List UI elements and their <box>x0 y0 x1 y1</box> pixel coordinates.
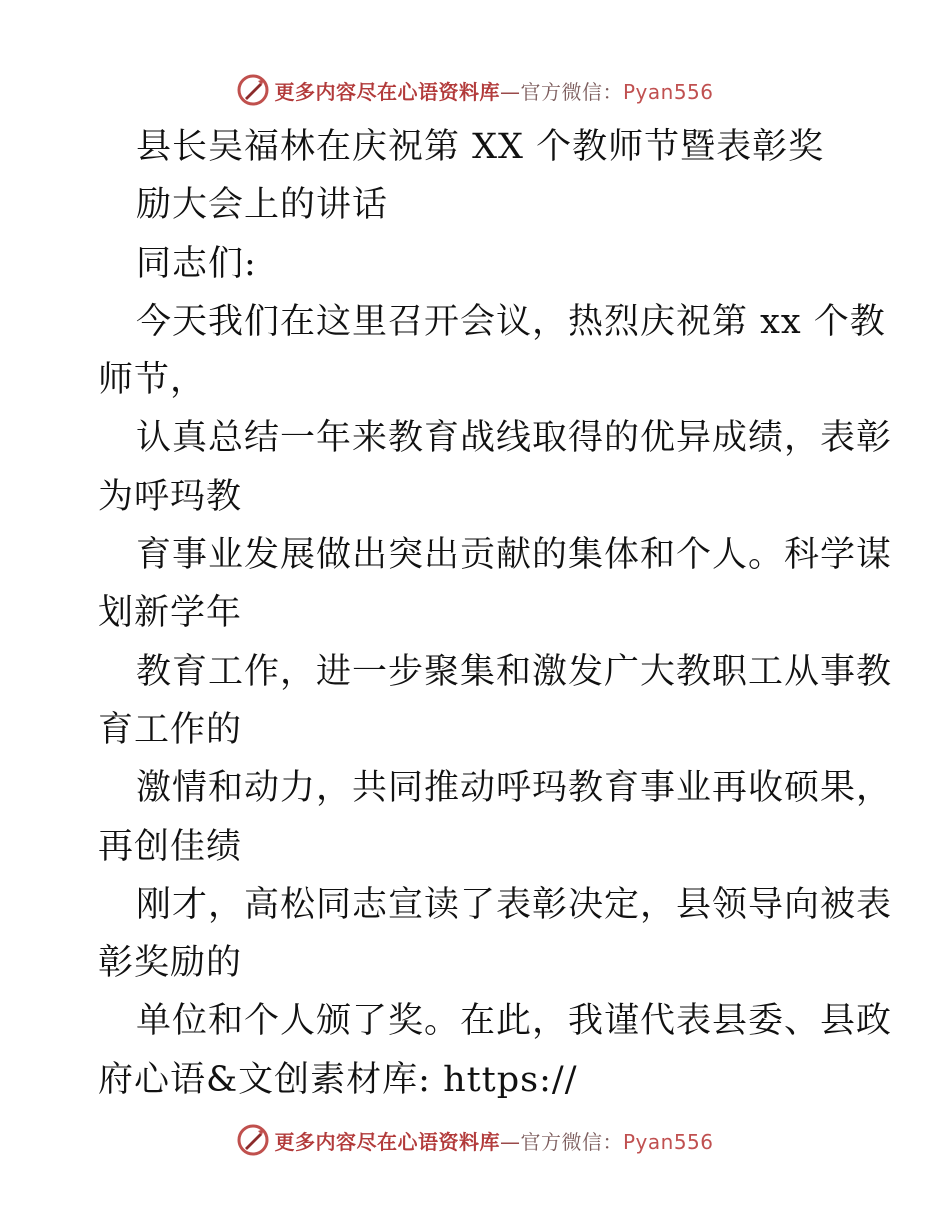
banner-separator: — <box>499 79 521 104</box>
quill-logo-icon <box>236 1123 270 1157</box>
paragraph-line: 认真总结一年来教育战线取得的优异成绩，表彰 <box>136 418 893 459</box>
paragraph-line: 为呼玛教 <box>98 476 243 517</box>
paragraph-line: 划新学年 <box>98 593 243 634</box>
header-watermark-banner <box>0 70 950 110</box>
banner-text <box>274 76 713 105</box>
footer-watermark-banner <box>0 1120 950 1160</box>
paragraph-line: 激情和动力，共同推动呼玛教育事业再收硕果， <box>136 768 893 809</box>
quill-logo-icon <box>236 73 270 107</box>
banner-slogan: 更多内容尽在心语资料库 <box>274 1129 500 1154</box>
banner-text <box>274 1126 713 1155</box>
paragraph-line: 教育工作，进一步聚集和激发广大教职工从事教 <box>136 651 893 692</box>
paragraph-line: 府心语&文创素材库: https:// <box>98 1059 578 1100</box>
paragraph-line: 今天我们在这里召开会议，热烈庆祝第 xx 个教 <box>136 301 886 342</box>
salutation: 同志们: <box>136 243 257 284</box>
paragraph-line: 刚才，高松同志宣读了表彰决定，县领导向被表 <box>136 884 893 925</box>
banner-official-label: 官方微信： <box>520 1129 623 1154</box>
document-body <box>98 118 893 1109</box>
banner-wechat-id: Pyan556 <box>622 79 714 104</box>
paragraph-line: 单位和个人颁了奖。在此，我谨代表县委、县政 <box>136 1001 893 1042</box>
paragraph-line: 育事业发展做出突出贡献的集体和个人。科学谋 <box>136 535 893 576</box>
paragraph-line: 育工作的 <box>98 709 243 750</box>
title-line-1: 县长吴福林在庆祝第 XX 个教师节暨表彰奖 <box>136 127 825 167</box>
banner-slogan: 更多内容尽在心语资料库 <box>274 79 500 104</box>
banner-official-label: 官方微信： <box>520 79 623 104</box>
paragraph-line: 彰奖励的 <box>98 943 243 984</box>
banner-separator: — <box>499 1129 521 1154</box>
title-line-2: 励大会上的讲话 <box>136 185 389 226</box>
banner-wechat-id: Pyan556 <box>622 1129 714 1154</box>
paragraph-line: 师节， <box>98 360 207 401</box>
paragraph-line: 再创佳绩 <box>98 826 243 867</box>
